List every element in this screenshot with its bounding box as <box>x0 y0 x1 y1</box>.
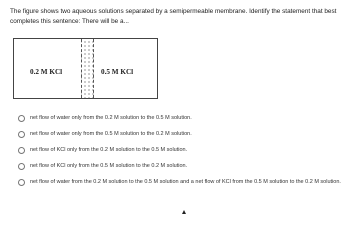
semipermeable-membrane <box>81 39 94 98</box>
radio-button[interactable] <box>18 147 25 154</box>
answer-option[interactable] <box>18 178 346 186</box>
answer-option-label: net flow of water from the 0.2 M solution to the 0.5 M solution and a net flow of KCl from the 0.5 M solution to the 0.2 M solution. <box>30 179 341 185</box>
right-solution-label: 0.5 M KCl <box>101 68 134 76</box>
left-solution-label: 0.2 M KCl <box>30 68 63 76</box>
question-text: The figure shows two aqueous solutions separated by a semipermeable membrane. Identify the statement that best completes this sentence: There will be a... <box>10 8 337 25</box>
answer-option-label: net flow of water only from the 0.5 M solution to the 0.2 M solution. <box>30 131 192 137</box>
answer-option[interactable] <box>18 114 346 122</box>
answer-option[interactable] <box>18 130 346 138</box>
cursor-arrow-icon <box>182 210 186 214</box>
radio-button[interactable] <box>18 179 25 186</box>
radio-button[interactable] <box>18 131 25 138</box>
answer-option[interactable] <box>18 146 346 154</box>
answer-option[interactable] <box>18 162 346 170</box>
radio-button[interactable] <box>18 115 25 122</box>
membrane-diagram <box>13 38 158 99</box>
answer-option-label: net flow of KCl only from the 0.5 M solution to the 0.2 M solution. <box>30 163 188 169</box>
answer-option-label: net flow of water only from the 0.2 M solution to the 0.5 M solution. <box>30 115 192 121</box>
radio-button[interactable] <box>18 163 25 170</box>
answer-option-label: net flow of KCl only from the 0.2 M solution to the 0.5 M solution. <box>30 147 188 153</box>
